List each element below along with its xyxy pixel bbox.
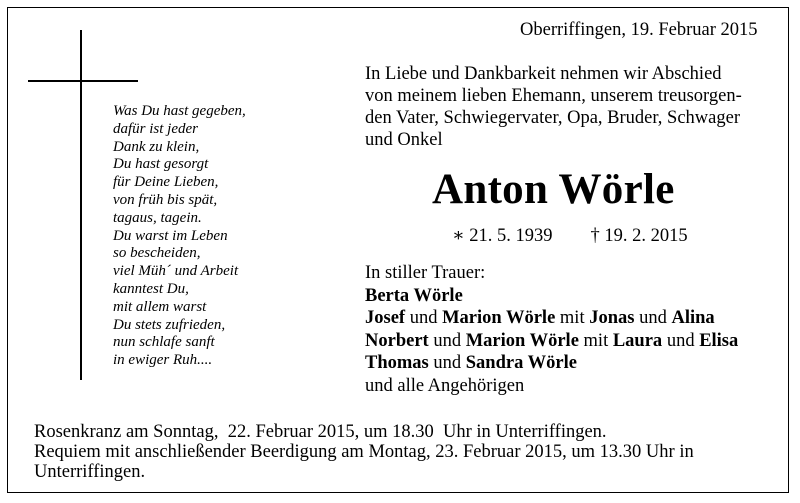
service-line: Unterriffingen. <box>34 462 146 482</box>
death-date: † 19. 2. 2015 <box>590 226 688 246</box>
poem-line: dafür ist jeder <box>113 120 198 137</box>
mourners-heading: In stiller Trauer: <box>365 263 486 283</box>
poem-line: nun schlafe sanft <box>113 334 215 351</box>
poem-line: von früh bis spät, <box>113 191 218 208</box>
mourner-name: Thomas <box>365 353 429 373</box>
connector-text: und <box>428 353 466 373</box>
poem-line: mit allem warst <box>113 298 207 315</box>
mourner-line <box>365 352 738 375</box>
life-dates <box>452 225 688 247</box>
mourner-name: Marion Wörle <box>465 330 579 351</box>
cross-icon-horizontal-bar <box>28 80 138 82</box>
connector-text: und <box>634 308 672 328</box>
intro-text <box>365 63 785 151</box>
service-line: Rosenkranz am Sonntag, 22. Februar 2015, um 18.30 Uhr in Unterriffingen. <box>34 422 607 442</box>
service-details <box>34 422 694 482</box>
poem-line: für Deine Lieben, <box>113 174 219 191</box>
connector-text: und <box>662 330 700 351</box>
intro-line: und Onkel <box>365 130 443 150</box>
poem-line: Dank zu klein, <box>113 138 200 155</box>
intro-line: den Vater, Schwiegervater, Opa, Bruder, Schwager <box>365 108 741 128</box>
poem-line: Du warst im Leben <box>113 227 228 244</box>
poem-line: kanntest Du, <box>113 280 189 297</box>
connector-text: und <box>428 330 466 351</box>
mourner-line <box>365 307 738 330</box>
connector-text: mit <box>555 308 590 328</box>
mourner-name: Berta Wörle <box>365 285 463 306</box>
poem-line: Du stets zufrieden, <box>113 316 226 333</box>
mourners-closing: und alle Angehörigen <box>365 375 525 396</box>
intro-line: von meinem lieben Ehemann, unserem treusorgen- <box>365 86 742 106</box>
mourner-name: Marion Wörle <box>442 308 556 328</box>
memorial-poem <box>113 103 246 370</box>
place-and-date: Oberriffingen, 19. Februar 2015 <box>520 20 758 40</box>
poem-line: viel Müh´ und Arbeit <box>113 263 239 280</box>
service-line: Requiem mit anschließender Beerdigung am Montag, 23. Februar 2015, um 13.30 Uhr in <box>34 442 694 462</box>
mourner-name: Norbert <box>365 330 429 351</box>
mourner-name: Sandra Wörle <box>465 353 577 373</box>
mourner-line <box>365 285 738 308</box>
mourner-name: Josef <box>365 308 406 328</box>
mourner-line <box>365 330 738 353</box>
mourner-name: Jonas <box>589 308 635 328</box>
poem-line: so bescheiden, <box>113 245 201 262</box>
connector-text: und <box>405 308 443 328</box>
poem-line: Du hast gesorgt <box>113 156 209 173</box>
deceased-name: Anton Wörle <box>432 166 675 213</box>
intro-line: In Liebe und Dankbarkeit nehmen wir Abschied <box>365 64 722 84</box>
cross-icon-vertical-bar <box>80 30 82 380</box>
connector-text: mit <box>578 330 613 351</box>
poem-line: Was Du hast gegeben, <box>113 103 246 119</box>
mourner-name: Alina <box>671 308 715 328</box>
poem-line: in ewiger Ruh.... <box>113 352 213 369</box>
birth-date: ∗ 21. 5. 1939 <box>452 226 553 246</box>
poem-line: tagaus, tagein. <box>113 209 202 226</box>
mourner-name: Elisa <box>699 330 739 351</box>
mourners-list <box>365 262 738 397</box>
mourner-name: Laura <box>612 330 663 351</box>
